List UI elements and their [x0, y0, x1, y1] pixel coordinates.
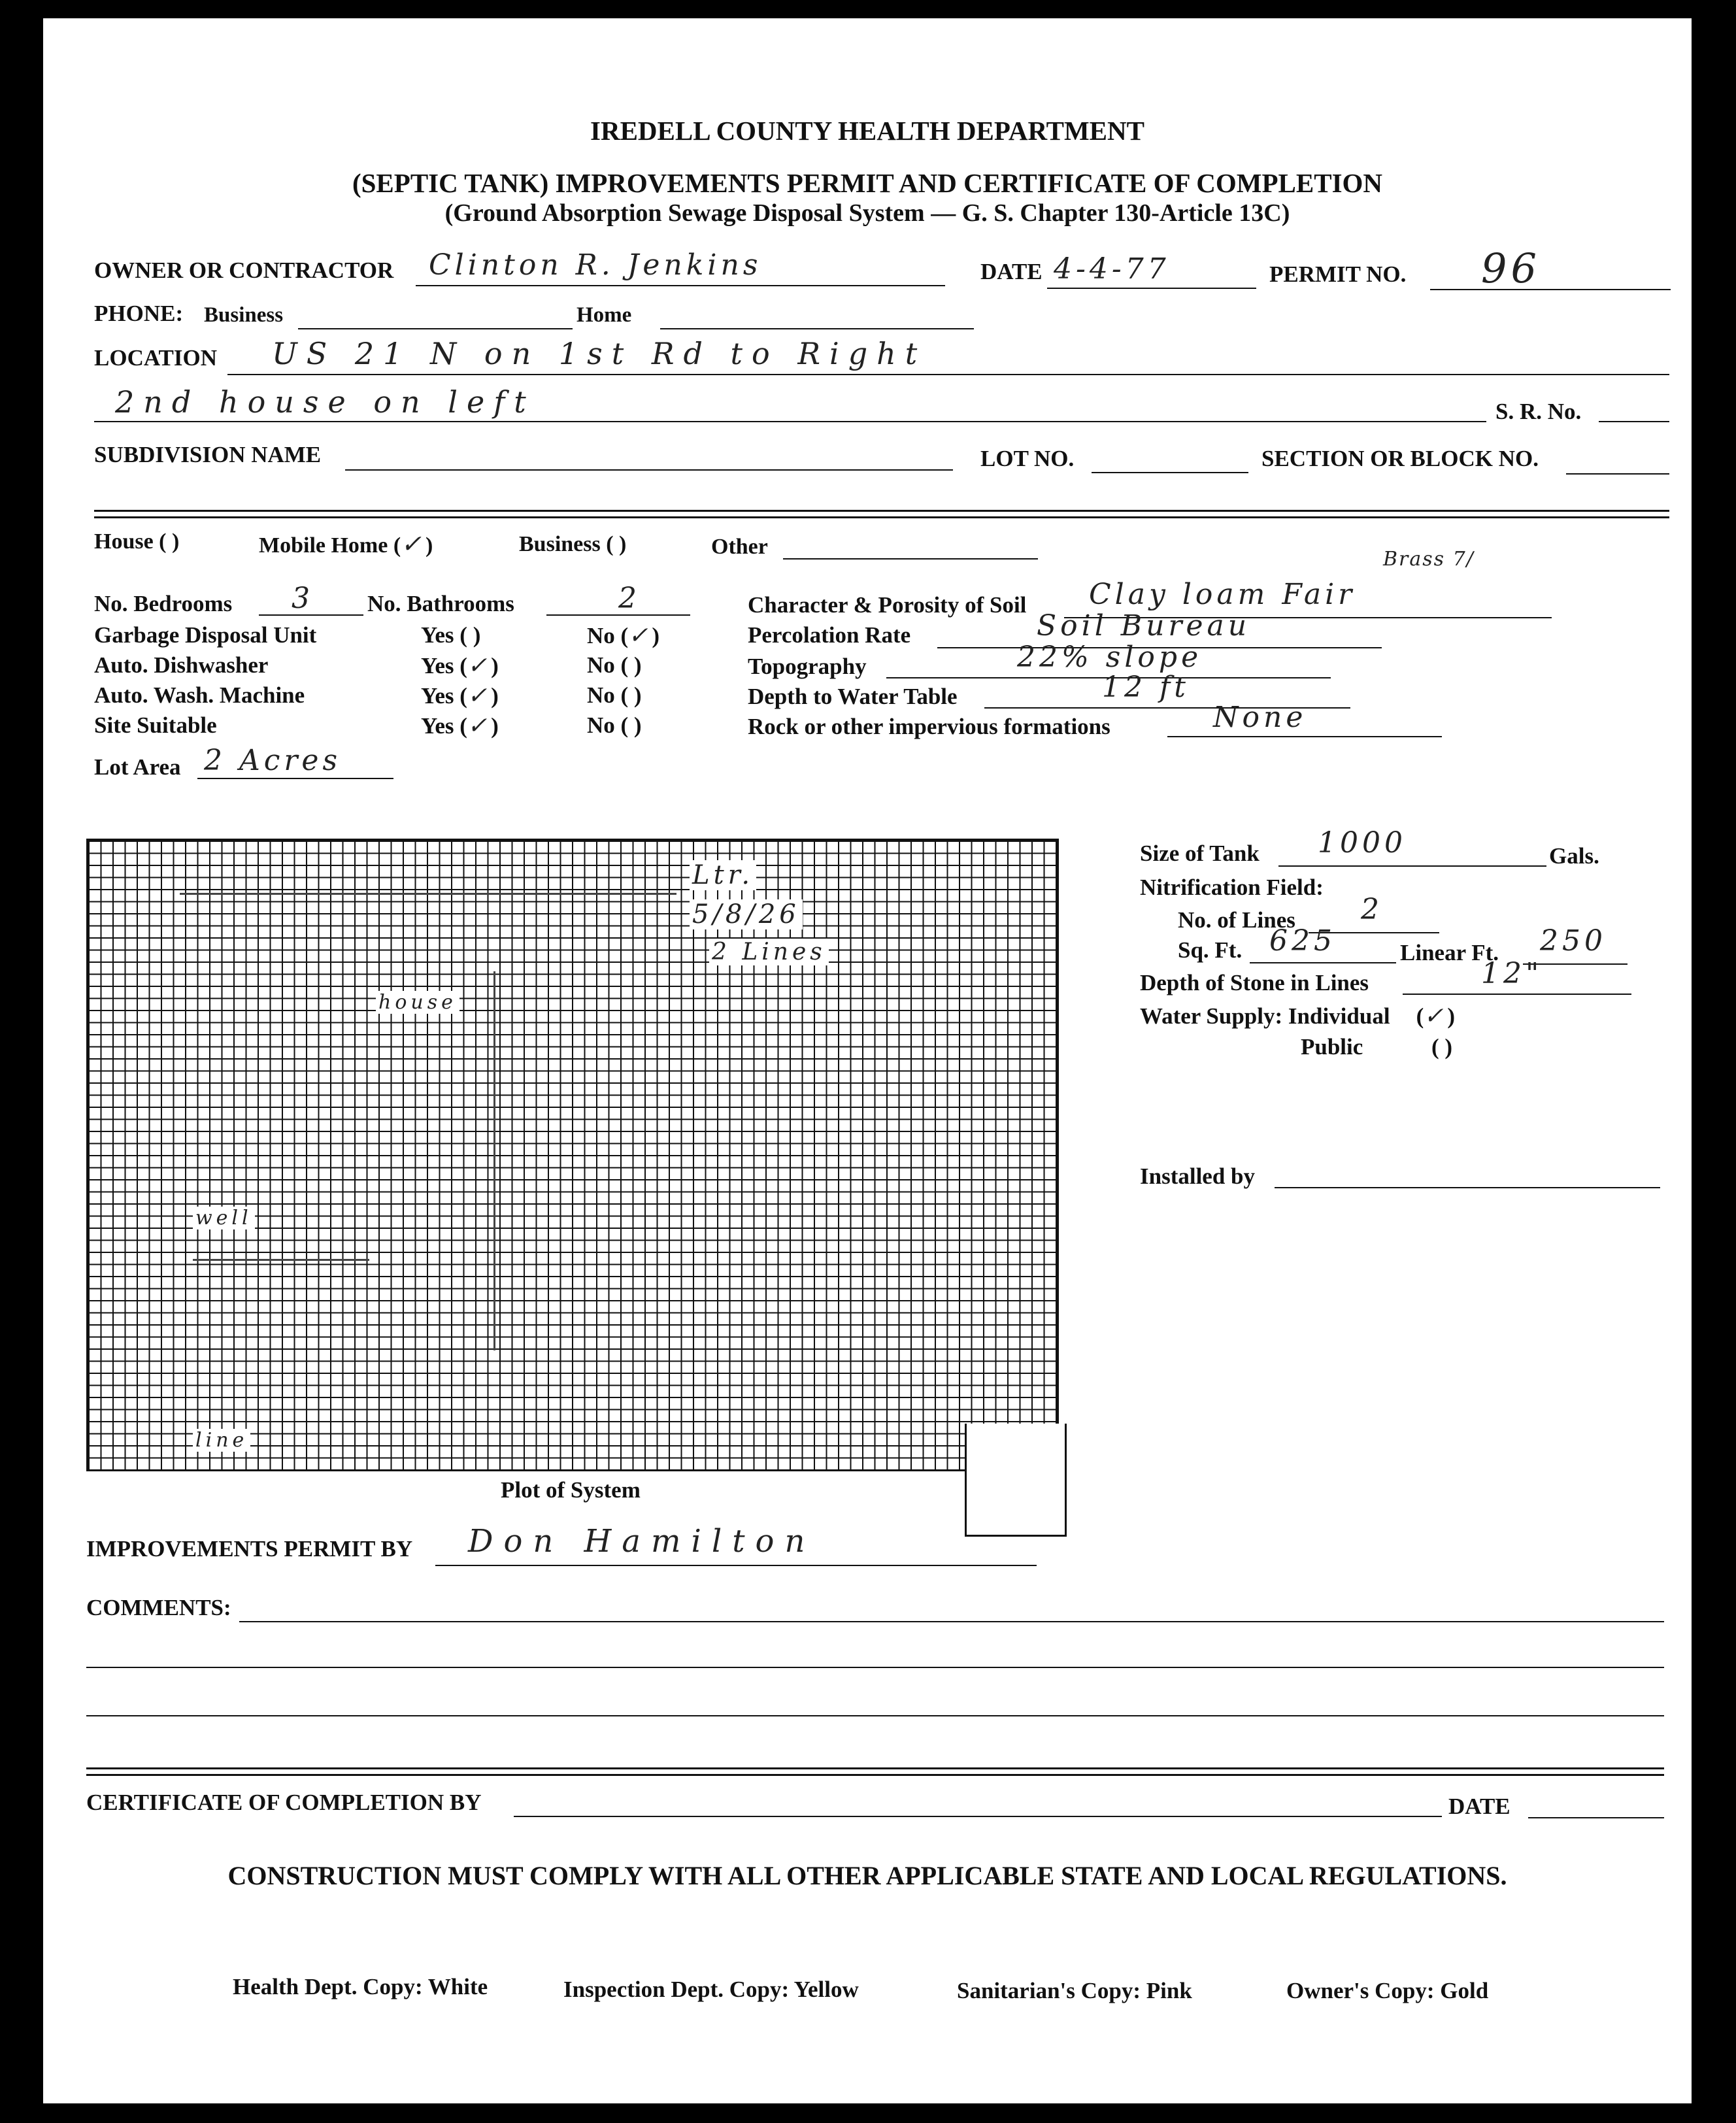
lot-area-line: [197, 778, 393, 779]
comments-label: COMMENTS:: [86, 1595, 231, 1620]
plot-note: house: [376, 991, 459, 1014]
phone-label: PHONE:: [94, 301, 184, 326]
form-subtitle: (Ground Absorption Sewage Disposal System — G. S. Chapter 130-Article 13C): [444, 199, 1290, 227]
mobile-home-label: Mobile Home (: [259, 533, 401, 558]
wash-machine-yes-check-mark: ✓: [467, 682, 492, 709]
date-line: [1047, 288, 1256, 289]
lot-area-value[interactable]: 2 Acres: [204, 744, 342, 777]
plot-note: well: [193, 1207, 255, 1229]
mobile-home-check-mark: ✓: [401, 529, 426, 558]
lot-area-label: Lot Area: [94, 754, 181, 780]
soil-character-label: Character & Porosity of Soil: [748, 592, 1027, 618]
business-checkbox[interactable]: Business ( ): [519, 532, 627, 556]
lines-label: No. of Lines: [1178, 907, 1295, 933]
copy-owner: Owner's Copy: Gold: [1286, 1978, 1489, 2003]
plot-sketch-line: [180, 893, 676, 895]
soil-character-note: Brass 7/: [1383, 548, 1475, 571]
plot-caption: Plot of System: [501, 1477, 641, 1503]
subdivision-label: SUBDIVISION NAME: [94, 442, 322, 467]
site-suitable-label: Site Suitable: [94, 712, 217, 738]
section-line[interactable]: [1566, 473, 1669, 475]
water-table-value[interactable]: 12 ft: [1102, 671, 1190, 704]
certificate-date-label: DATE: [1448, 1794, 1511, 1819]
comments-line-2[interactable]: [86, 1667, 1664, 1668]
plot-sketch-line: [493, 971, 495, 1350]
wash-machine-yes-close: ): [491, 683, 499, 709]
owner-value[interactable]: Clinton R. Jenkins: [429, 248, 762, 282]
site-suitable-yes-close: ): [491, 713, 499, 739]
bathrooms-value[interactable]: 2: [618, 582, 641, 615]
plot-sketch-line: [193, 1259, 369, 1261]
garbage-no-label: No (: [587, 623, 629, 648]
gals-label: Gals.: [1549, 843, 1599, 869]
department-heading: IREDELL COUNTY HEALTH DEPARTMENT: [590, 116, 1144, 146]
dishwasher-yes-close: ): [491, 653, 499, 678]
dishwasher-label: Auto. Dishwasher: [94, 652, 269, 678]
location-line-2: [94, 421, 1486, 422]
lot-no-line[interactable]: [1092, 472, 1248, 473]
permit-document: [43, 18, 1692, 2103]
dishwasher-no[interactable]: No ( ): [587, 652, 642, 678]
section-divider-1: [94, 510, 1669, 518]
subdivision-line[interactable]: [345, 469, 953, 471]
plot-note: 2 Lines: [709, 939, 829, 965]
site-suitable-yes[interactable]: [421, 712, 499, 739]
dishwasher-yes-check-mark: ✓: [467, 652, 492, 679]
certificate-label: CERTIFICATE OF COMPLETION BY: [86, 1790, 482, 1815]
linear-ft-label: Linear Ft.: [1400, 940, 1499, 965]
public-label: Public: [1301, 1034, 1363, 1060]
plot-note: 5/8/26: [690, 899, 803, 929]
location-value-2[interactable]: 2nd house on left: [115, 384, 535, 420]
form-title: (SEPTIC TANK) IMPROVEMENTS PERMIT AND CERTIFICATE OF COMPLETION: [352, 168, 1383, 198]
section-label: SECTION OR BLOCK NO.: [1261, 446, 1539, 471]
garbage-no-check-mark: ✓: [628, 622, 652, 649]
permit-by-label: IMPROVEMENTS PERMIT BY: [86, 1536, 413, 1562]
water-table-label: Depth to Water Table: [748, 684, 958, 709]
dishwasher-yes[interactable]: [421, 652, 499, 679]
sr-no-label: S. R. No.: [1495, 399, 1582, 424]
plot-note: Ltr.: [690, 860, 756, 890]
tank-size-label: Size of Tank: [1140, 841, 1260, 866]
date-value[interactable]: 4-4-77: [1054, 252, 1170, 286]
mobile-home-checkbox[interactable]: [259, 529, 433, 558]
bedrooms-label: No. Bedrooms: [94, 591, 233, 616]
stone-depth-label: Depth of Stone in Lines: [1140, 970, 1369, 995]
plot-grid-tab: [965, 1424, 1067, 1537]
lot-no-label: LOT NO.: [980, 446, 1075, 471]
sr-no-line[interactable]: [1599, 421, 1669, 422]
garbage-no-close: ): [652, 623, 660, 648]
wash-machine-yes[interactable]: [421, 682, 499, 709]
certificate-line[interactable]: [514, 1816, 1442, 1817]
sqft-value[interactable]: 625: [1269, 924, 1336, 958]
stone-depth-line: [1403, 994, 1631, 995]
location-line-1: [227, 374, 1669, 375]
percolation-label: Percolation Rate: [748, 622, 911, 648]
rock-line: [1167, 736, 1442, 737]
topography-value[interactable]: 22% slope: [1017, 641, 1203, 674]
garbage-disposal-no[interactable]: [587, 622, 659, 649]
water-supply-close: ): [1447, 1003, 1456, 1029]
plot-grid[interactable]: [86, 839, 1059, 1471]
tank-size-value[interactable]: 1000: [1318, 826, 1407, 860]
compliance-notice: CONSTRUCTION MUST COMPLY WITH ALL OTHER APPLICABLE STATE AND LOCAL REGULATIONS.: [227, 1861, 1507, 1890]
nitrification-label: Nitrification Field:: [1140, 875, 1324, 900]
other-label: Other: [711, 535, 768, 559]
owner-line: [416, 285, 945, 286]
tank-size-line: [1278, 865, 1546, 867]
wash-machine-no[interactable]: No ( ): [587, 682, 642, 708]
linear-ft-value[interactable]: 250: [1540, 924, 1607, 958]
plot-note: line: [193, 1429, 250, 1452]
water-supply-label: Water Supply: Individual: [1140, 1003, 1390, 1029]
copy-health-dept: Health Dept. Copy: White: [233, 1974, 488, 1999]
section-divider-2: [86, 1767, 1664, 1776]
certificate-date-line[interactable]: [1528, 1817, 1664, 1818]
phone-home-line[interactable]: [660, 328, 974, 329]
installed-by-label: Installed by: [1140, 1163, 1256, 1189]
permit-no-label: PERMIT NO.: [1269, 261, 1407, 287]
water-supply-check-mark: ✓: [1424, 1003, 1448, 1029]
garbage-disposal-label: Garbage Disposal Unit: [94, 622, 317, 648]
location-label: LOCATION: [94, 345, 217, 371]
wash-machine-yes-label: Yes (: [421, 683, 467, 709]
sqft-label: Sq. Ft.: [1178, 937, 1243, 963]
house-checkbox[interactable]: House ( ): [94, 529, 180, 554]
permit-by-signature[interactable]: Don Hamilton: [468, 1523, 816, 1560]
phone-business-label: Business: [204, 303, 284, 327]
bathrooms-label: No. Bathrooms: [367, 591, 514, 616]
rock-value[interactable]: None: [1213, 701, 1307, 734]
comments-line-1[interactable]: [239, 1621, 1664, 1622]
mobile-home-close: ): [426, 533, 433, 558]
percolation-value[interactable]: Soil Bureau: [1037, 609, 1251, 643]
dishwasher-yes-label: Yes (: [421, 653, 467, 678]
owner-label: OWNER OR CONTRACTOR: [94, 258, 394, 283]
lines-value[interactable]: 2: [1361, 893, 1383, 926]
sqft-line: [1250, 962, 1396, 963]
permit-by-line: [435, 1565, 1037, 1566]
topography-label: Topography: [748, 654, 867, 679]
copy-sanitarian: Sanitarian's Copy: Pink: [957, 1978, 1192, 2003]
bedrooms-value[interactable]: 3: [292, 582, 314, 615]
other-line[interactable]: [783, 558, 1038, 560]
phone-business-line[interactable]: [298, 328, 573, 329]
water-supply-individual[interactable]: [1140, 1003, 1455, 1029]
site-suitable-yes-label: Yes (: [421, 713, 467, 739]
phone-home-label: Home: [576, 303, 632, 327]
site-suitable-yes-check-mark: ✓: [467, 712, 492, 739]
rock-label: Rock or other impervious formations: [748, 714, 1110, 739]
permit-no-line: [1430, 289, 1671, 290]
public-checkbox[interactable]: ( ): [1431, 1034, 1453, 1060]
wash-machine-label: Auto. Wash. Machine: [94, 682, 305, 708]
site-suitable-no[interactable]: No ( ): [587, 712, 642, 738]
garbage-disposal-yes[interactable]: Yes ( ): [421, 622, 481, 648]
permit-no-value[interactable]: 96: [1481, 244, 1541, 292]
comments-line-3[interactable]: [86, 1715, 1664, 1716]
soil-character-value[interactable]: Clay loam Fair: [1089, 578, 1356, 611]
water-supply-open: (: [1416, 1003, 1424, 1029]
installed-by-line[interactable]: [1275, 1187, 1660, 1188]
location-value-1[interactable]: US 21 N on 1st Rd to Right: [272, 336, 927, 371]
stone-depth-value[interactable]: 12": [1481, 957, 1543, 990]
copy-inspection-dept: Inspection Dept. Copy: Yellow: [563, 1977, 859, 2002]
date-label: DATE: [980, 259, 1043, 284]
